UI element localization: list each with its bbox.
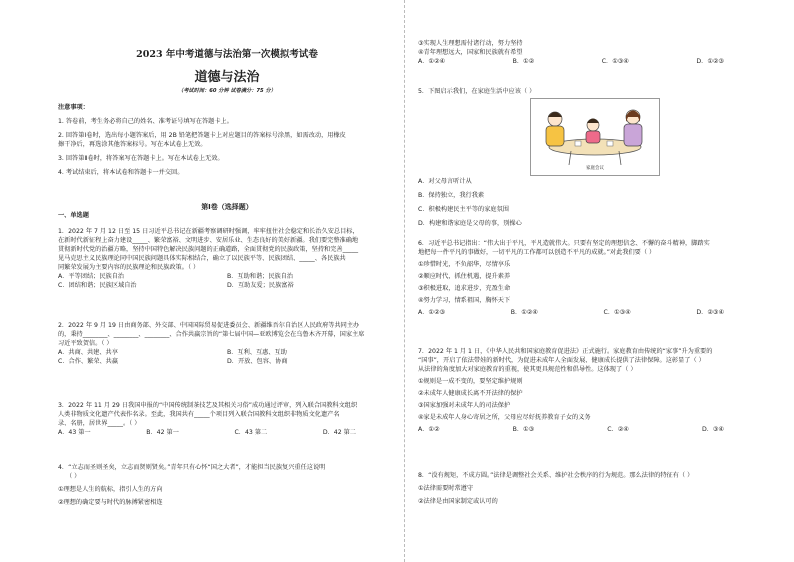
question-line: 贯彻新时代党的治疆方略，坚持中国特色解决民族问题的正确道路，全面贯彻党的民族政策，坚持和完善_____ <box>58 245 359 253</box>
question-line: 见马克思主义民族理论同中国民族问题具体实际相结合，确立了以民族平等、民族团结、_____、各民族共 <box>58 254 346 262</box>
question-line: ①规则是一成不变的，要坚定维护规则 <box>418 377 523 385</box>
option: B．①③ <box>512 425 535 433</box>
option: B．①② <box>512 57 535 65</box>
question-line: ①理想是人生的航标，指引人生的方向 <box>58 485 163 493</box>
option: D．①②③ <box>696 57 724 65</box>
option: B．互利、互惠、互助 <box>227 348 287 356</box>
question-options <box>418 426 764 435</box>
option: B．42 第一 <box>146 428 179 436</box>
section-title: 第Ⅰ卷（选择题） <box>201 203 253 211</box>
option: A．对父母言听计从 <box>418 178 472 185</box>
question-7 <box>418 348 764 435</box>
question-line: 录、名册，居世界_____。（ ） <box>58 419 141 427</box>
family-meeting-illustration <box>530 98 660 176</box>
notes <box>58 104 396 178</box>
option: D．42 第二 <box>322 428 356 436</box>
question-options <box>58 349 396 367</box>
question-line: “国事”，开启了依法带娃的新时代，为促进未成年人全面发展、健康成长提供了法律保障。这彰显了（ ） <box>418 356 705 364</box>
option: C．合作、繁荣、共赢 <box>58 357 119 365</box>
option: A．①②③ <box>418 308 446 316</box>
figure-caption: 家庭会议 <box>586 166 604 172</box>
question-line: 人类非物质文化遗产代表作名录。至此，我国共有_____个项目列入联合国教科文组织非物质文化遗产名 <box>58 410 340 418</box>
question-line: ④家是未成年人身心寄居之所，父母应尽好抚养教育子女的义务 <box>418 413 591 421</box>
question-line: ③国家加强对未成年人的司法保护 <box>418 401 511 409</box>
question-6 <box>418 240 764 318</box>
option: A．共商、共建、共享 <box>58 348 118 356</box>
subject-title: 道德与法治 <box>194 70 260 85</box>
question-line: ④努力学习，情系祖国，胸怀天下 <box>418 296 511 304</box>
option: A．43 第一 <box>58 428 91 436</box>
option: D．③④ <box>701 425 724 433</box>
question-1 <box>58 228 396 291</box>
option: C．43 第二 <box>234 428 268 436</box>
option: B．保持独立，我行我素 <box>418 191 485 199</box>
question-options <box>418 309 764 318</box>
question-line: 6．习近平总书记指出：“伟大出于平凡，平凡造就伟大。只要有坚定的理想信念、不懈的奋斗精神，脚踏实 <box>418 240 710 247</box>
question-line: 地把每一件平凡的事做好，一切平凡的工作都可以创造不平凡的成就。”对此我们要（ ） <box>418 248 656 256</box>
question-line: 3．2022 年 11 月 29 日我国申报的“中国传统制茶技艺及其相关习俗”成功通过评审，列入联合国教科文组织 <box>58 402 358 409</box>
exam-title: 2023 年中考道德与法治第一次模拟考试卷 <box>136 49 318 60</box>
question-options <box>58 429 396 438</box>
question-line: 8．“没有规矩，不成方圆。”法律是调整社会关系、维护社会秩序的行为规范。那么法律的特征有（ ） <box>418 472 694 479</box>
question-line: 2．2022 年 9 月 19 日由商务部、外交部、中国国际贸易促进委员会、新疆维吾尔自治区人民政府等共同主办 <box>58 322 360 329</box>
section-subtitle: 一、单选题 <box>58 212 89 220</box>
question-options <box>418 58 764 67</box>
option: A．①② <box>418 425 440 433</box>
option: B．①②④ <box>510 308 538 316</box>
exam-meta: （考试时间：60 分钟 试卷满分：75 分） <box>178 88 276 94</box>
question-2 <box>58 322 396 367</box>
question-line: ②未成年人健康成长离不开法律的保护 <box>418 389 523 397</box>
question-5-options <box>418 178 764 229</box>
section1 <box>58 202 396 221</box>
option: C．①③④ <box>601 57 629 65</box>
question-4 <box>58 464 396 508</box>
question-line: （ ） <box>66 472 81 480</box>
option: C．②④ <box>607 425 629 433</box>
notes-item: 4. 考试结束后，将本试卷和答题卡一并交回。 <box>58 168 184 176</box>
notes-item: 3. 回答第Ⅱ卷时，将答案写在答题卡上。写在本试卷上无效。 <box>58 154 224 162</box>
option: B．互助和谐；民族自治 <box>227 272 294 280</box>
question-line: 7．2022 年 1 月 1 日，《中华人民共和国家庭教育促进法》正式施行。家庭教育由传统的“家事”升为重要的 <box>418 348 713 355</box>
option: D．②③④ <box>696 308 724 316</box>
question-line: 的，秉持________、________、________、合作共赢宗旨的“第七届中国—亚欧博览会在乌鲁木齐开幕，国家主席 <box>58 330 365 338</box>
question-5 <box>418 88 764 97</box>
option: D．构建和谐家庭是父母的事，别操心 <box>418 219 522 227</box>
question-8 <box>418 472 764 507</box>
notes-item: 1. 答卷前，考生务必将自己的姓名、准考证号填写在答题卡上。 <box>58 117 233 125</box>
question-line: 1．2022 年 7 月 12 日至 15 日习近平总书记在新疆考察调研时强调，牢牢扭住社会稳定和长治久安总目标， <box>58 228 359 235</box>
question-4-continued <box>418 40 764 67</box>
question-line: ①珍惜时光，不负韶华，尽情享乐 <box>418 260 511 268</box>
question-line: 5．下图启示我们，在家庭生活中应该（ ） <box>418 88 536 95</box>
notes-heading: 注意事项： <box>58 104 89 111</box>
question-line: ③实现人生理想需付诸行动，努力坚持 <box>418 40 523 47</box>
question-line: 在新时代新征程上奋力建设_____、繁荣富裕、文明进步、安居乐业、生态良好的美好新疆。我们要完整准确地 <box>58 236 359 244</box>
family-illustration-svg <box>531 99 659 167</box>
column-divider <box>404 0 405 562</box>
question-line: ②理想的确定要与时代的脉搏紧密相连 <box>58 498 163 506</box>
option: C．团结和谐；民族区域自治 <box>58 281 137 289</box>
option: A．①②④ <box>418 57 446 65</box>
question-line: ①法律需要时常遵守 <box>418 484 474 492</box>
question-options <box>58 273 396 291</box>
question-line: ②顺应时代，抓住机遇，提升素养 <box>418 272 511 280</box>
option: D．开放、包容、协商 <box>227 357 288 365</box>
option: D．互助友爱；民族富裕 <box>227 281 294 289</box>
option: C．积极构建民主平等的家庭氛围 <box>418 205 509 213</box>
question-line: 从法律的角度加大对家庭教育的重视，使其更具规范性和倡导性。这体现了（ ） <box>418 365 637 373</box>
question-line: 同繁荣发展为主要内容的民族理论和民族政策。（ ） <box>58 263 200 271</box>
question-line: ③积极进取，追求进步，充盈生命 <box>418 284 511 292</box>
notes-item: 2. 回答第Ⅰ卷时，选出每小题答案后，用 2B 铅笔把答题卡上对应题目的答案标号涂黑，如需改动，用橡皮 <box>58 131 346 139</box>
option: C．①③④ <box>603 308 631 316</box>
question-line: 习近平致贺信。（ ） <box>58 339 113 347</box>
question-line: ②法律是由国家制定或认可的 <box>418 497 498 505</box>
question-line: ④青年理想远大，国家和民族就有希望 <box>418 48 523 56</box>
option: A．平等团结；民族自治 <box>58 272 125 280</box>
notes-item: 擦干净后，再选涂其他答案标号。写在本试卷上无效。 <box>58 140 207 148</box>
question-line: 4．“立志而圣则圣矣，立志而贤则贤矣。”青年只有心怀“国之大者”，才能担当民族复兴重任这说明 <box>58 464 326 471</box>
question-3 <box>58 402 396 438</box>
